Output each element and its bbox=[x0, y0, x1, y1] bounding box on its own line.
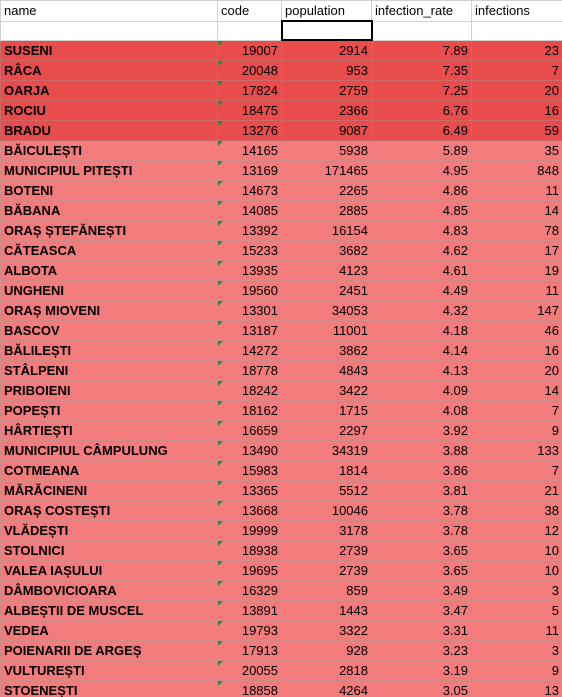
cell-code[interactable]: 18475 bbox=[218, 101, 282, 121]
blank-cell[interactable] bbox=[472, 21, 562, 40]
cell-code[interactable]: 14272 bbox=[218, 341, 282, 361]
cell-code[interactable]: 13187 bbox=[218, 321, 282, 341]
cell-code[interactable]: 18858 bbox=[218, 681, 282, 697]
cell-name[interactable]: HÂRTIEȘTI bbox=[1, 421, 218, 441]
table-row bbox=[1, 441, 562, 461]
cell-name[interactable]: VULTUREȘTI bbox=[1, 661, 218, 681]
cell-population[interactable]: 2739 bbox=[282, 541, 372, 561]
cell-population[interactable]: 953 bbox=[282, 61, 372, 81]
table-row bbox=[1, 221, 562, 241]
cell-name[interactable]: UNGHENI bbox=[1, 281, 218, 301]
blank-cell[interactable] bbox=[1, 21, 218, 40]
cell-name[interactable]: SUSENI bbox=[1, 40, 218, 61]
cell-population[interactable]: 4843 bbox=[282, 361, 372, 381]
cell-infections[interactable]: 14 bbox=[472, 381, 562, 401]
cell-code[interactable]: 13301 bbox=[218, 301, 282, 321]
cell-name[interactable]: BRADU bbox=[1, 121, 218, 141]
cell-code[interactable]: 13490 bbox=[218, 441, 282, 461]
cell-infection-rate[interactable]: 4.49 bbox=[372, 281, 472, 301]
cell-name[interactable]: STOLNICI bbox=[1, 541, 218, 561]
cell-name[interactable]: MUNICIPIUL PITEȘTI bbox=[1, 161, 218, 181]
cell-code[interactable]: 20048 bbox=[218, 61, 282, 81]
table-row bbox=[1, 621, 562, 641]
cell-infections[interactable]: 20 bbox=[472, 81, 562, 101]
cell-name[interactable]: PRIBOIENI bbox=[1, 381, 218, 401]
cell-infections[interactable]: 59 bbox=[472, 121, 562, 141]
table-row bbox=[1, 681, 562, 697]
cell-infections[interactable]: 147 bbox=[472, 301, 562, 321]
header-infections[interactable]: infections bbox=[472, 1, 562, 22]
table-row bbox=[1, 261, 562, 281]
cell-infections[interactable]: 11 bbox=[472, 621, 562, 641]
cell-population[interactable]: 3178 bbox=[282, 521, 372, 541]
cell-infection-rate[interactable]: 4.62 bbox=[372, 241, 472, 261]
cell-code[interactable]: 19560 bbox=[218, 281, 282, 301]
cell-infection-rate[interactable]: 4.61 bbox=[372, 261, 472, 281]
cell-code[interactable]: 13365 bbox=[218, 481, 282, 501]
cell-infections[interactable]: 12 bbox=[472, 521, 562, 541]
cell-infection-rate[interactable]: 3.88 bbox=[372, 441, 472, 461]
cell-population[interactable]: 3322 bbox=[282, 621, 372, 641]
cell-name[interactable]: RÂCA bbox=[1, 61, 218, 81]
cell-name[interactable]: POPEȘTI bbox=[1, 401, 218, 421]
cell-infection-rate[interactable]: 3.49 bbox=[372, 581, 472, 601]
cell-name[interactable]: POIENARII DE ARGEȘ bbox=[1, 641, 218, 661]
cell-name[interactable]: OARJA bbox=[1, 81, 218, 101]
cell-name[interactable]: DÂMBOVICIOARA bbox=[1, 581, 218, 601]
table-row bbox=[1, 321, 562, 341]
table-row bbox=[1, 581, 562, 601]
cell-name[interactable]: VALEA IAȘULUI bbox=[1, 561, 218, 581]
table-row bbox=[1, 521, 562, 541]
cell-infections[interactable]: 10 bbox=[472, 561, 562, 581]
cell-population[interactable]: 3682 bbox=[282, 241, 372, 261]
cell-code[interactable]: 13392 bbox=[218, 221, 282, 241]
blank-row bbox=[1, 21, 562, 40]
cell-infection-rate[interactable]: 3.47 bbox=[372, 601, 472, 621]
table-row bbox=[1, 40, 562, 61]
cell-population[interactable]: 1715 bbox=[282, 401, 372, 421]
cell-infections[interactable]: 11 bbox=[472, 281, 562, 301]
cell-population[interactable]: 171465 bbox=[282, 161, 372, 181]
header-name[interactable]: name bbox=[1, 1, 218, 22]
cell-code[interactable]: 19695 bbox=[218, 561, 282, 581]
cell-code[interactable]: 18938 bbox=[218, 541, 282, 561]
cell-infection-rate[interactable]: 3.19 bbox=[372, 661, 472, 681]
cell-name[interactable]: STOENEȘTI bbox=[1, 681, 218, 697]
cell-population[interactable]: 928 bbox=[282, 641, 372, 661]
cell-code[interactable]: 18242 bbox=[218, 381, 282, 401]
cell-infection-rate[interactable]: 3.92 bbox=[372, 421, 472, 441]
cell-infection-rate[interactable]: 4.09 bbox=[372, 381, 472, 401]
cell-name[interactable]: COTMEANA bbox=[1, 461, 218, 481]
cell-code[interactable]: 19007 bbox=[218, 40, 282, 61]
cell-population[interactable]: 34053 bbox=[282, 301, 372, 321]
cell-population[interactable]: 4123 bbox=[282, 261, 372, 281]
cell-population[interactable]: 2451 bbox=[282, 281, 372, 301]
cell-infection-rate[interactable]: 4.08 bbox=[372, 401, 472, 421]
cell-name[interactable]: ORAȘ MIOVENI bbox=[1, 301, 218, 321]
cell-infection-rate[interactable]: 4.14 bbox=[372, 341, 472, 361]
cell-code[interactable]: 17913 bbox=[218, 641, 282, 661]
cell-name[interactable]: CĂTEASCA bbox=[1, 241, 218, 261]
table-row bbox=[1, 61, 562, 81]
cell-code[interactable]: 16659 bbox=[218, 421, 282, 441]
cell-infection-rate[interactable]: 4.85 bbox=[372, 201, 472, 221]
cell-infection-rate[interactable]: 3.81 bbox=[372, 481, 472, 501]
cell-infection-rate[interactable]: 7.35 bbox=[372, 61, 472, 81]
cell-population[interactable]: 2759 bbox=[282, 81, 372, 101]
cell-population[interactable]: 2914 bbox=[282, 40, 372, 61]
cell-infections[interactable]: 78 bbox=[472, 221, 562, 241]
cell-infection-rate[interactable]: 6.76 bbox=[372, 101, 472, 121]
cell-infection-rate[interactable]: 4.13 bbox=[372, 361, 472, 381]
table-row bbox=[1, 281, 562, 301]
header-infection-rate[interactable]: infection_rate bbox=[372, 1, 472, 22]
table-row bbox=[1, 301, 562, 321]
table-row bbox=[1, 401, 562, 421]
cell-population[interactable]: 2885 bbox=[282, 201, 372, 221]
cell-code[interactable]: 16329 bbox=[218, 581, 282, 601]
cell-code[interactable]: 13891 bbox=[218, 601, 282, 621]
cell-code[interactable]: 14165 bbox=[218, 141, 282, 161]
table-row bbox=[1, 361, 562, 381]
table-row bbox=[1, 501, 562, 521]
cell-population[interactable]: 1814 bbox=[282, 461, 372, 481]
cell-infections[interactable]: 11 bbox=[472, 181, 562, 201]
cell-infection-rate[interactable]: 4.18 bbox=[372, 321, 472, 341]
cell-population[interactable]: 11001 bbox=[282, 321, 372, 341]
cell-infection-rate[interactable]: 7.25 bbox=[372, 81, 472, 101]
cell-code[interactable]: 13169 bbox=[218, 161, 282, 181]
cell-infections[interactable]: 17 bbox=[472, 241, 562, 261]
cell-infections[interactable]: 21 bbox=[472, 481, 562, 501]
table-row bbox=[1, 481, 562, 501]
cell-infections[interactable]: 16 bbox=[472, 341, 562, 361]
header-row bbox=[1, 1, 562, 22]
header-code[interactable]: code bbox=[218, 1, 282, 22]
cell-name[interactable]: BĂICULEȘTI bbox=[1, 141, 218, 161]
cell-population[interactable]: 2265 bbox=[282, 181, 372, 201]
cell-code[interactable]: 19793 bbox=[218, 621, 282, 641]
cell-infection-rate[interactable]: 3.78 bbox=[372, 501, 472, 521]
table-row bbox=[1, 461, 562, 481]
cell-name[interactable]: ORAȘ COSTEȘTI bbox=[1, 501, 218, 521]
cell-code[interactable]: 13276 bbox=[218, 121, 282, 141]
cell-infection-rate[interactable]: 3.86 bbox=[372, 461, 472, 481]
cell-name[interactable]: ALBEȘTII DE MUSCEL bbox=[1, 601, 218, 621]
table-row bbox=[1, 101, 562, 121]
cell-infections[interactable]: 133 bbox=[472, 441, 562, 461]
table-row bbox=[1, 81, 562, 101]
cell-population[interactable]: 34319 bbox=[282, 441, 372, 461]
cell-population[interactable]: 1443 bbox=[282, 601, 372, 621]
cell-infections[interactable]: 20 bbox=[472, 361, 562, 381]
cell-infection-rate[interactable]: 7.89 bbox=[372, 40, 472, 61]
cell-population[interactable]: 10046 bbox=[282, 501, 372, 521]
cell-infections[interactable]: 5 bbox=[472, 601, 562, 621]
cell-code[interactable]: 18778 bbox=[218, 361, 282, 381]
cell-infection-rate[interactable]: 4.83 bbox=[372, 221, 472, 241]
table-row bbox=[1, 421, 562, 441]
cell-name[interactable]: MĂRĂCINENI bbox=[1, 481, 218, 501]
cell-name[interactable]: MUNICIPIUL CÂMPULUNG bbox=[1, 441, 218, 461]
cell-infections[interactable]: 13 bbox=[472, 681, 562, 697]
table-row bbox=[1, 161, 562, 181]
cell-name[interactable]: STÂLPENI bbox=[1, 361, 218, 381]
cell-population[interactable]: 3862 bbox=[282, 341, 372, 361]
cell-code[interactable]: 13668 bbox=[218, 501, 282, 521]
cell-infections[interactable]: 19 bbox=[472, 261, 562, 281]
cell-infection-rate[interactable]: 3.65 bbox=[372, 541, 472, 561]
table-row bbox=[1, 541, 562, 561]
cell-code[interactable]: 13935 bbox=[218, 261, 282, 281]
cell-code[interactable]: 18162 bbox=[218, 401, 282, 421]
cell-name[interactable]: VLĂDEȘTI bbox=[1, 521, 218, 541]
cell-infections[interactable]: 23 bbox=[472, 40, 562, 61]
cell-infections[interactable]: 7 bbox=[472, 61, 562, 81]
cell-infections[interactable]: 848 bbox=[472, 161, 562, 181]
table-row bbox=[1, 561, 562, 581]
cell-infections[interactable]: 38 bbox=[472, 501, 562, 521]
cell-name[interactable]: BĂLILEȘTI bbox=[1, 341, 218, 361]
cell-infection-rate[interactable]: 5.89 bbox=[372, 141, 472, 161]
cell-infections[interactable]: 3 bbox=[472, 581, 562, 601]
cell-population[interactable]: 9087 bbox=[282, 121, 372, 141]
table-row bbox=[1, 601, 562, 621]
cell-population[interactable]: 3422 bbox=[282, 381, 372, 401]
cell-name[interactable]: VEDEA bbox=[1, 621, 218, 641]
cell-name[interactable]: BASCOV bbox=[1, 321, 218, 341]
cell-population[interactable]: 4264 bbox=[282, 681, 372, 697]
cell-infection-rate[interactable]: 3.78 bbox=[372, 521, 472, 541]
cell-code[interactable]: 15233 bbox=[218, 241, 282, 261]
cell-infections[interactable]: 9 bbox=[472, 421, 562, 441]
cell-population[interactable]: 2297 bbox=[282, 421, 372, 441]
cell-infections[interactable]: 10 bbox=[472, 541, 562, 561]
cell-infection-rate[interactable]: 3.05 bbox=[372, 681, 472, 697]
blank-cell[interactable] bbox=[372, 21, 472, 40]
cell-population[interactable]: 2366 bbox=[282, 101, 372, 121]
cell-infection-rate[interactable]: 6.49 bbox=[372, 121, 472, 141]
table-row bbox=[1, 381, 562, 401]
cell-name[interactable]: BOTENI bbox=[1, 181, 218, 201]
cell-infections[interactable]: 14 bbox=[472, 201, 562, 221]
table-row bbox=[1, 201, 562, 221]
blank-cell[interactable] bbox=[218, 21, 282, 40]
cell-name[interactable]: BĂBANA bbox=[1, 201, 218, 221]
cell-population[interactable]: 16154 bbox=[282, 221, 372, 241]
cell-name[interactable]: ALBOTA bbox=[1, 261, 218, 281]
cell-code[interactable]: 15983 bbox=[218, 461, 282, 481]
table-row bbox=[1, 141, 562, 161]
cell-population[interactable]: 5938 bbox=[282, 141, 372, 161]
table-row bbox=[1, 181, 562, 201]
cell-infection-rate[interactable]: 4.95 bbox=[372, 161, 472, 181]
cell-infection-rate[interactable]: 4.32 bbox=[372, 301, 472, 321]
cell-infections[interactable]: 46 bbox=[472, 321, 562, 341]
header-population[interactable]: population bbox=[282, 1, 372, 22]
table-row bbox=[1, 341, 562, 361]
cell-infections[interactable]: 3 bbox=[472, 641, 562, 661]
cell-population[interactable]: 5512 bbox=[282, 481, 372, 501]
cell-infections[interactable]: 9 bbox=[472, 661, 562, 681]
cell-infection-rate[interactable]: 3.65 bbox=[372, 561, 472, 581]
cell-code[interactable]: 14673 bbox=[218, 181, 282, 201]
cell-infections[interactable]: 35 bbox=[472, 141, 562, 161]
cell-infections[interactable]: 7 bbox=[472, 401, 562, 421]
cell-infections[interactable]: 7 bbox=[472, 461, 562, 481]
cell-name[interactable]: ORAȘ ȘTEFĂNEȘTI bbox=[1, 221, 218, 241]
cell-population[interactable]: 2739 bbox=[282, 561, 372, 581]
table-row bbox=[1, 121, 562, 141]
cell-infection-rate[interactable]: 3.31 bbox=[372, 621, 472, 641]
table-row bbox=[1, 661, 562, 681]
cell-infections[interactable]: 16 bbox=[472, 101, 562, 121]
cell-code[interactable]: 19999 bbox=[218, 521, 282, 541]
table-row bbox=[1, 241, 562, 261]
cell-population[interactable]: 859 bbox=[282, 581, 372, 601]
table-row bbox=[1, 641, 562, 661]
cell-population[interactable]: 2818 bbox=[282, 661, 372, 681]
cell-code[interactable]: 14085 bbox=[218, 201, 282, 221]
cell-infection-rate[interactable]: 4.86 bbox=[372, 181, 472, 201]
active-cell[interactable] bbox=[282, 21, 372, 40]
cell-code[interactable]: 20055 bbox=[218, 661, 282, 681]
cell-infection-rate[interactable]: 3.23 bbox=[372, 641, 472, 661]
cell-name[interactable]: ROCIU bbox=[1, 101, 218, 121]
cell-code[interactable]: 17824 bbox=[218, 81, 282, 101]
